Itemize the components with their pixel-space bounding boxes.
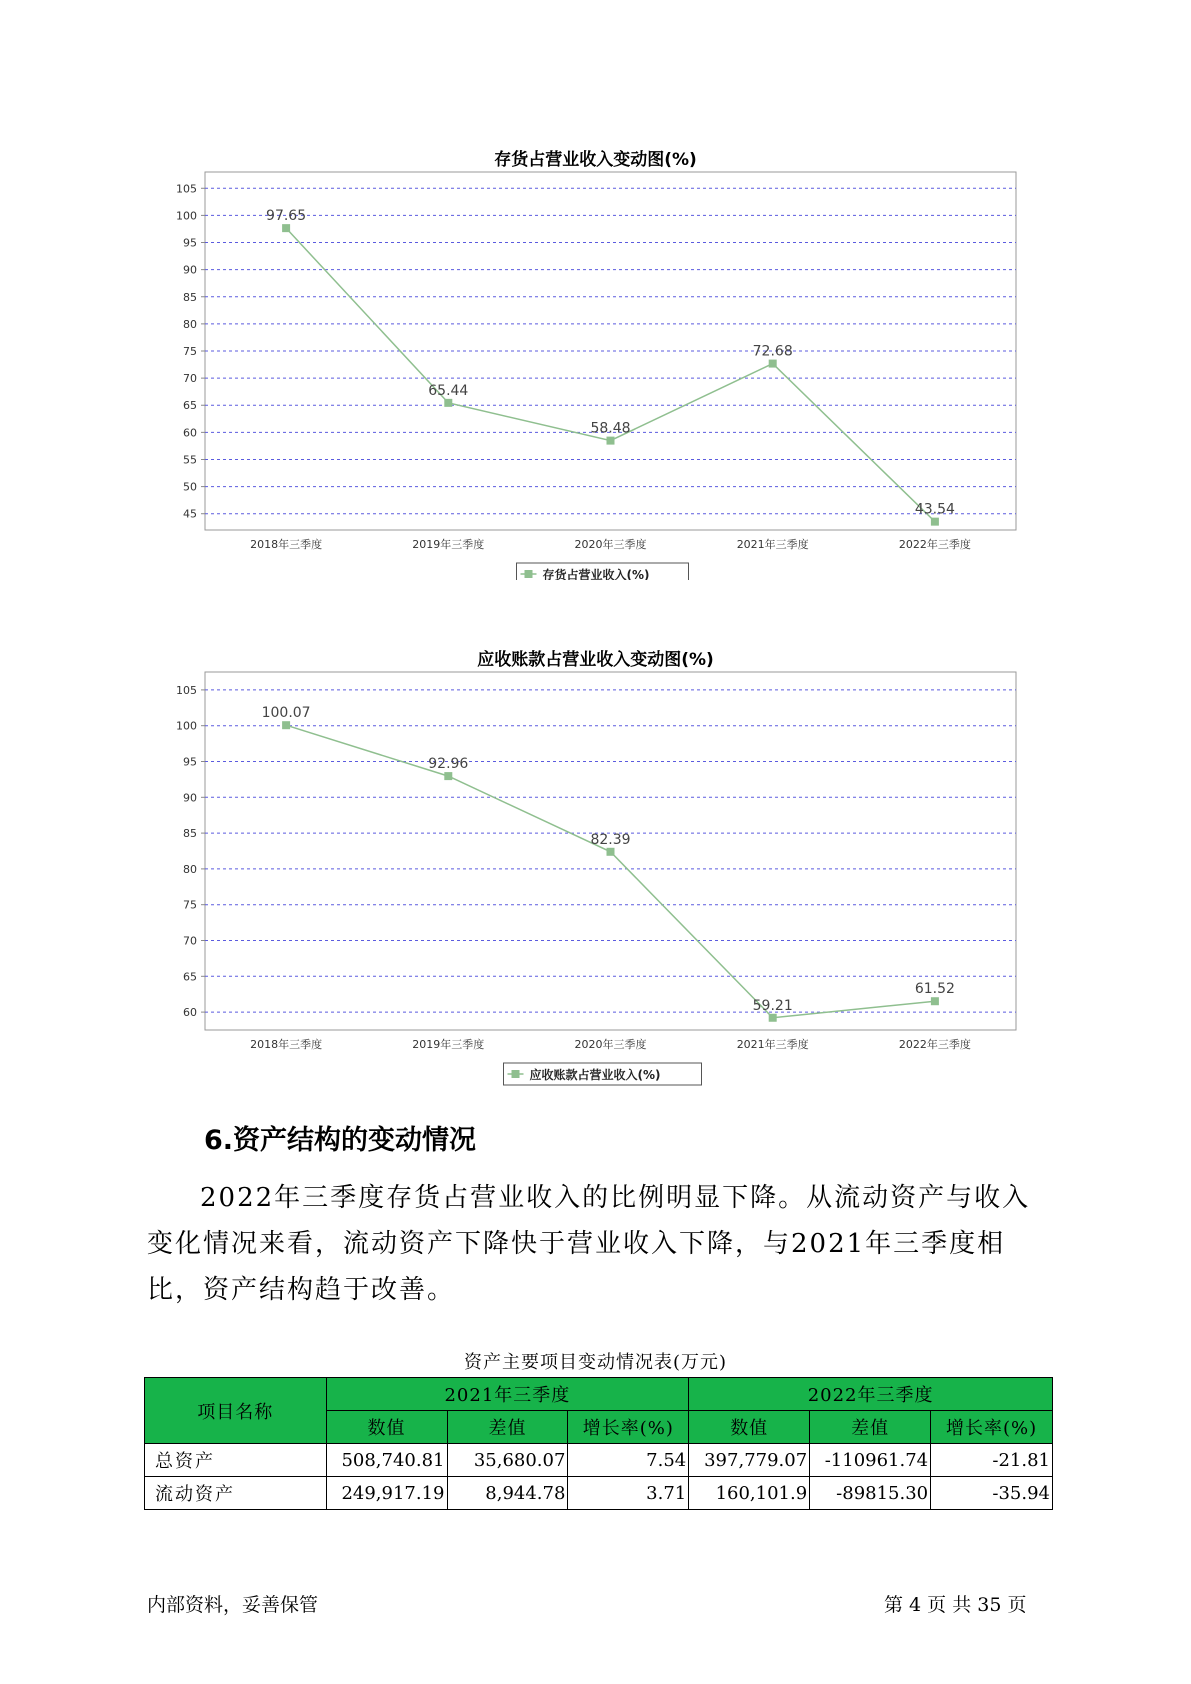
data-point [931,518,939,526]
data-label: 58.48 [590,420,631,437]
y-tick-label: 60 [183,1006,197,1020]
x-tick-label: 2018年三季度 [250,538,323,551]
data-label: 59.21 [752,997,793,1014]
y-tick-label: 105 [176,182,197,196]
table-row [145,1477,1053,1510]
header-rate-2022: 增长率(%) [931,1411,1053,1444]
header-rate-2021: 增长率(%) [568,1411,689,1444]
y-tick-label: 60 [183,426,197,440]
data-label: 61.52 [914,981,955,998]
legend-label: 存货占营业收入(%) [542,568,650,580]
y-tick-label: 95 [183,236,197,250]
legend-marker [525,570,533,578]
analysis-paragraph: 2022年三季度存货占营业收入的比例明显下降。从流动资产与收入变化情况来看，流动资产下降快于营业收入下降，与2021年三季度相比，资产结构趋于改善。 [147,1183,1031,1305]
header-diff-2021: 差值 [447,1411,568,1444]
x-tick-label: 2019年三季度 [412,1038,485,1051]
cell-rate-2022: -35.94 [931,1477,1053,1510]
chart-title-receivables: 应收账款占营业收入变动图(%) [477,650,714,670]
table-header-row [145,1378,1053,1411]
header-value-2022: 数值 [689,1411,810,1444]
x-tick-label: 2018年三季度 [250,1038,323,1051]
data-point [444,399,452,407]
asset-change-table [144,1377,1053,1510]
y-tick-label: 45 [183,507,197,521]
legend-label: 应收账款占营业收入(%) [529,1068,661,1082]
data-point [607,848,615,856]
row-label: 总资产 [145,1444,327,1477]
x-tick-label: 2021年三季度 [736,1038,809,1051]
cell-diff-2021: 8,944.78 [447,1477,568,1510]
cell-rate-2021: 7.54 [568,1444,689,1477]
table-row [145,1444,1053,1477]
y-tick-label: 55 [183,453,197,467]
row-label: 流动资产 [145,1477,327,1510]
data-point [282,721,290,729]
footer-confidential-note: 内部资料，妥善保管 [147,1594,319,1616]
data-point [607,437,615,445]
y-tick-label: 85 [183,827,197,841]
y-tick-label: 100 [176,719,197,733]
header-group-2022: 2022年三季度 [689,1378,1053,1411]
data-label: 43.54 [914,501,955,518]
y-tick-label: 85 [183,290,197,304]
x-tick-label: 2022年三季度 [898,1038,971,1051]
x-tick-label: 2021年三季度 [736,538,809,551]
header-item-name: 项目名称 [145,1378,327,1444]
y-tick-label: 75 [183,898,197,912]
data-label: 65.44 [428,382,469,399]
cell-value-2022: 397,779.07 [689,1444,810,1477]
data-point [444,772,452,780]
footer-page-number: 第 4 页 共 35 页 [884,1594,1027,1616]
data-label: 97.65 [266,208,307,225]
cell-rate-2022: -21.81 [931,1444,1053,1477]
cell-diff-2021: 35,680.07 [447,1444,568,1477]
x-tick-label: 2019年三季度 [412,538,485,551]
data-label: 92.96 [428,756,469,773]
y-tick-label: 70 [183,934,197,948]
header-group-2021: 2021年三季度 [326,1378,689,1411]
x-tick-label: 2020年三季度 [574,1038,647,1051]
data-label: 82.39 [590,831,631,848]
table-caption: 资产主要项目变动情况表(万元) [463,1352,728,1373]
receivables-ratio-chart [0,660,1191,1090]
y-tick-label: 65 [183,399,197,413]
y-tick-label: 105 [176,683,197,697]
data-point [769,1014,777,1022]
data-label: 72.68 [752,343,793,360]
y-tick-label: 80 [183,862,197,876]
cell-value-2021: 508,740.81 [326,1444,447,1477]
cell-diff-2022: -110961.74 [810,1444,931,1477]
y-tick-label: 75 [183,345,197,358]
x-tick-label: 2020年三季度 [574,538,647,551]
y-tick-label: 95 [183,755,197,769]
header-diff-2022: 差值 [810,1411,931,1444]
cell-value-2021: 249,917.19 [326,1477,447,1510]
y-tick-label: 70 [183,372,197,386]
data-label: 100.07 [261,705,311,722]
cell-diff-2022: -89815.30 [810,1477,931,1510]
section-heading: 6.资产结构的变动情况 [204,1125,477,1156]
data-point [769,360,777,368]
chart-title-inventory: 存货占营业收入变动图(%) [494,150,697,170]
cell-rate-2021: 3.71 [568,1477,689,1510]
cell-value-2022: 160,101.9 [689,1477,810,1510]
y-tick-label: 50 [183,480,197,494]
header-value-2021: 数值 [326,1411,447,1444]
y-tick-label: 90 [183,263,197,277]
data-point [282,224,290,232]
y-tick-label: 90 [183,791,197,805]
x-tick-label: 2022年三季度 [898,538,971,551]
y-tick-label: 100 [176,209,197,223]
y-tick-label: 80 [183,317,197,331]
data-point [931,997,939,1005]
y-tick-label: 65 [183,970,197,984]
inventory-ratio-chart [0,160,1191,580]
legend-marker [512,1070,520,1078]
